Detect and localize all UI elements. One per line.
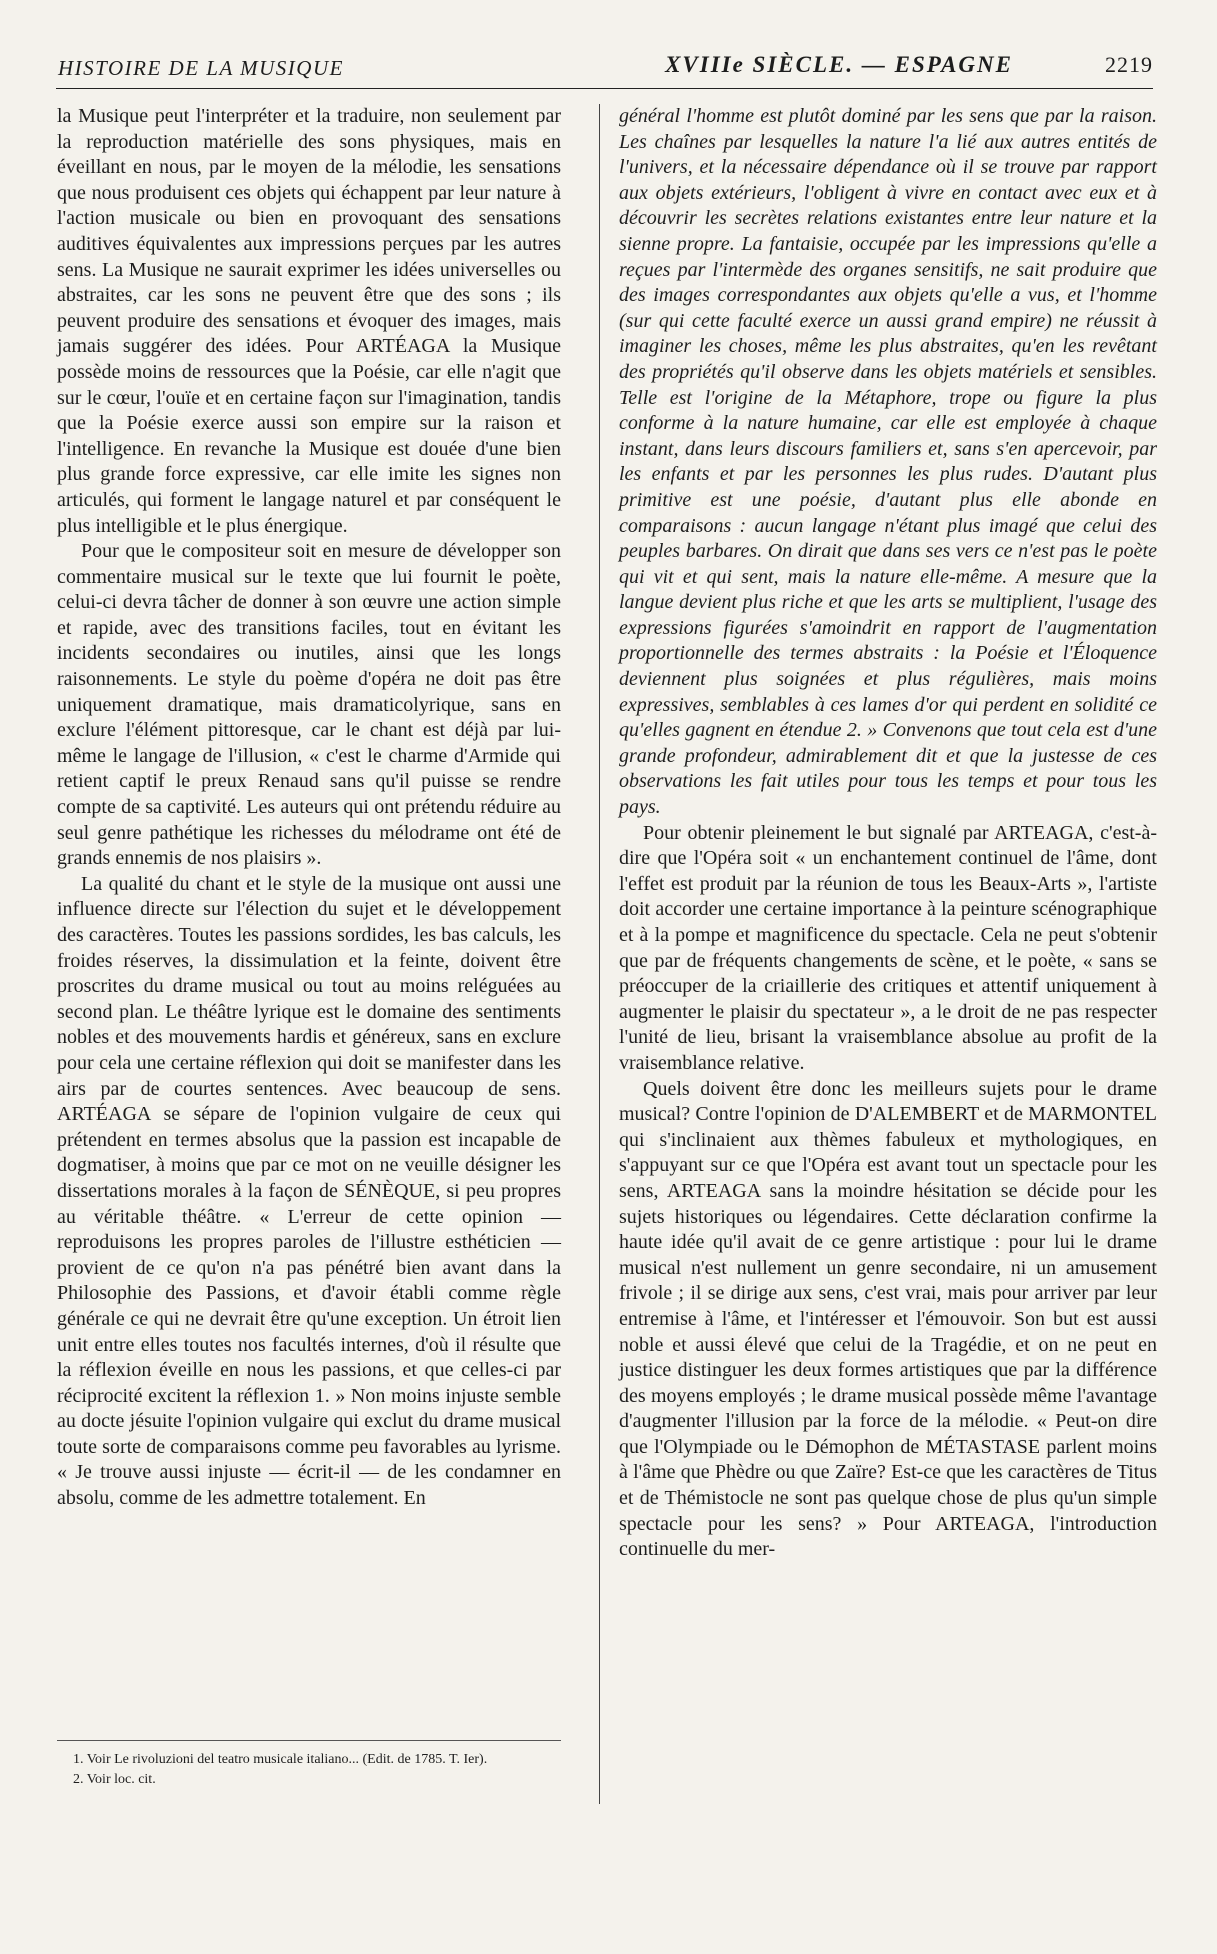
paragraph: général l'homme est plutôt dominé par les sens que par la raison. Les chaînes par lesquelles la nature l'a lié aux autres entités de l'univers, et la nécessaire dépendance où il se trouve par rapport aux objets extérieurs, l'obligent à vivre en contact avec eux et à découvrir les secrètes relations existantes entre leur nature et la sienne propre. La fantaisie, occupée par les impressions qu'elle a reçues par l'intermède des organes sensitifs, ne sait produire que des images correspondantes aux objets qu'elle a vus, et l'homme (sur qui cette faculté exerce un aussi grand empire) ne réussit à imaginer les choses, même les plus abstraites, qu'en les revêtant des propriétés qu'il observe dans les objets matériels et sensibles. Telle est l'origine de la Métaphore, trope ou figure la plus conforme à la nature humaine, car elle est employée à chaque instant, dans leurs discours familiers et, sans s'en apercevoir, par les enfants et par les personnes les plus rudes. D'autant plus primitive est une poésie, d'autant plus elle abonde en comparaisons : aucun langage n'étant plus imagé que celui des peuples barbares. On dirait que dans ses vers ce n'est pas le poète qui vit et qui sent, mais la nature elle-même. A mesure que la langue devient plus riche et que les arts se multiplient, l'usage des expressions figurées s'amoindrit en rapport de l'augmentation proportionnelle des termes abstraits : la Poésie et l'Éloquence deviennent plus soignées et plus régulières, mais moins expressives, semblables à ces lames d'or qui perdent en solidité ce qu'elles gagnent en étendue 2. » Convenons que tout cela est d'une grande profondeur, admirablement dit et que la justesse de ces observations les fait utiles pour tous les temps et pour tous les pays. <box>619 105 1157 819</box>
paragraph: Quels doivent être donc les meilleurs sujets pour le drame musical? Contre l'opinion de D'ALEMBERT et de MARMONTEL qui s'inclinaient aux thèmes fabuleux et mythologiques, en s'appuyant sur ce que l'Opéra est avant tout un spectacle pour les sens, ARTEAGA sans la moindre hésitation se décide pour les sujets historiques ou légendaires. Cette déclaration confirme la haute idée qu'il avait de ce genre artistique : pour lui le drame musical n'est nullement un genre secondaire, ni un amusement frivole ; il se dirige aux sens, c'est vrai, mais pour arriver par leur entremise à l'âme, et l'intéresser et l'émouvoir. Son but est aussi noble et aussi élevé que celui de la Tragédie, et on ne peut en justice distinguer les deux formes artistiques que par la différence des moyens employés ; le drame musical possède même l'avantage d'augmenter l'illusion par la force de la mélodie. « Peut-on dire que l'Olympiade ou le Démophon de MÉTASTASE parlent moins à l'âme que Phèdre ou que Zaïre? Est-ce que les caractères de Titus et de Thémistocle ne sont pas quelque chose de plus qu'un simple spectacle pour les sens? » Pour ARTEAGA, l'introduction continuelle du mer- <box>619 1077 1157 1561</box>
footnote: 1. Voir Le rivoluzioni del teatro musicale italiano... (Edit. de 1785. T. Ier). <box>73 1752 488 1767</box>
paragraph: la Musique peut l'interpréter et la traduire, non seulement par la reproduction matérielle des sons physiques, mais en éveillant en nous, par le moyen de la mélodie, les sensations que nous produisent ces objets qui échappent par leur nature à l'action musicale ou bien en provoquant des sensations auditives équivalentes aux impressions perçues par les autres sens. La Musique ne saurait exprimer les idées universelles ou abstraites, car les sons ne peuvent être que des sons ; ils peuvent produire des sensations et évoquer des images, mais jamais suggérer des idées. Pour ARTÉAGA la Musique possède moins de ressources que la Poésie, car elle n'agit que sur le cœur, l'ouïe et en certaine façon sur l'imagination, tandis que la Poésie exerce aussi son empire sur la raison et l'intelligence. En revanche la Musique est douée d'une bien plus grande force expressive, car elle imite les signes non articulés, qui forment le langage naturel et par conséquent le plus intelligible et le plus énergique. <box>57 105 561 537</box>
column-divider <box>599 104 600 1804</box>
running-header <box>56 54 1153 89</box>
paragraph: La qualité du chant et le style de la musique ont aussi une influence directe sur l'élection du sujet et le développement des caractères. Toutes les passions sordides, les bas calculs, les froides réserves, la dissimulation et la feinte, doivent être proscrites du drame musical ou tout au moins reléguées au second plan. Le théâtre lyrique est le domaine des sentiments nobles et des mouvements hardis et généreux, sans en exclure pour cela une certaine réflexion qui doit se manifester dans les airs par de courtes sentences. Avec beaucoup de sens. ARTÉAGA se sépare de l'opinion vulgaire de ceux qui prétendent en termes absolus que la passion est incapable de dogmatiser, à moins que par ce mot on ne veuille désigner les dissertations morales à la façon de SÉNÈQUE, si peu propres au véritable théâtre. « L'erreur de cette opinion — reproduisons les propres paroles de l'illustre esthéticien — provient de ce qu'on n'a pas pénétré bien avant dans la Philosophie des Passions, et d'avoir établi comme règle générale ce qui ne devrait être qu'une exception. Un étroit lien unit entre elles toutes nos facultés internes, d'où il résulte que la réflexion éveille en nous les passions, et que celles-ci par réciprocité excitent la réflexion 1. » Non moins injuste semble au docte jésuite l'opinion vulgaire qui exclut du drame musical toute sorte de comparaisons comme peu favorables au lyrisme. « Je trouve aussi injuste — écrit-il — de les condamner en absolu, comme de les admettre totalement. En <box>57 872 561 1510</box>
paragraph: Pour obtenir pleinement le but signalé par ARTEAGA, c'est-à-dire que l'Opéra soit « un enchantement continuel de l'âme, dont l'effet est produit par la réunion de tous les Beaux-Arts », l'artiste doit accorder une certaine importance à la peinture scénographique et à la pompe et magnificence du spectacle. Cela ne peut s'obtenir que par de fréquents changements de scène, et le poète, « sans se préoccuper de la criaillerie des critiques et attentif uniquement à augmenter le plaisir du spectateur », a le droit de ne pas respecter l'unité de lieu, brisant la vraisemblance absolue au profit de la vraisemblance relative. <box>619 821 1157 1074</box>
right-column <box>619 104 1157 1563</box>
footnotes <box>57 1740 561 1791</box>
paragraph: Pour que le compositeur soit en mesure de développer son commentaire musical sur le texte que lui fournit le poète, celui-ci devra tâcher de donner à son œuvre une action simple et rapide, avec des transitions faciles, tout en évitant les incidents secondaires ou inutiles, ainsi que les longs raisonnements. Le style du poème d'opéra ne doit pas être uniquement dramatique, mais dramaticolyrique, sans en exclure l'élément pittoresque, car le chant est déjà par lui-même le langage de l'illusion, « c'est le charme d'Armide qui retient captif le preux Renaud sans qu'il puisse se rendre compte de sa captivité. Les auteurs qui ont prétendu réduire au seul genre pathétique les richesses du mélodrame ont été de grands ennemis de nos plaisirs ». <box>57 540 561 870</box>
header-left-title: HISTOIRE DE LA MUSIQUE <box>58 56 344 80</box>
left-column <box>57 104 561 1512</box>
footnote: 2. Voir loc. cit. <box>73 1772 156 1787</box>
page-number: 2219 <box>1105 52 1153 77</box>
header-right-title: XVIIIe SIÈCLE. — ESPAGNE <box>665 52 1013 77</box>
